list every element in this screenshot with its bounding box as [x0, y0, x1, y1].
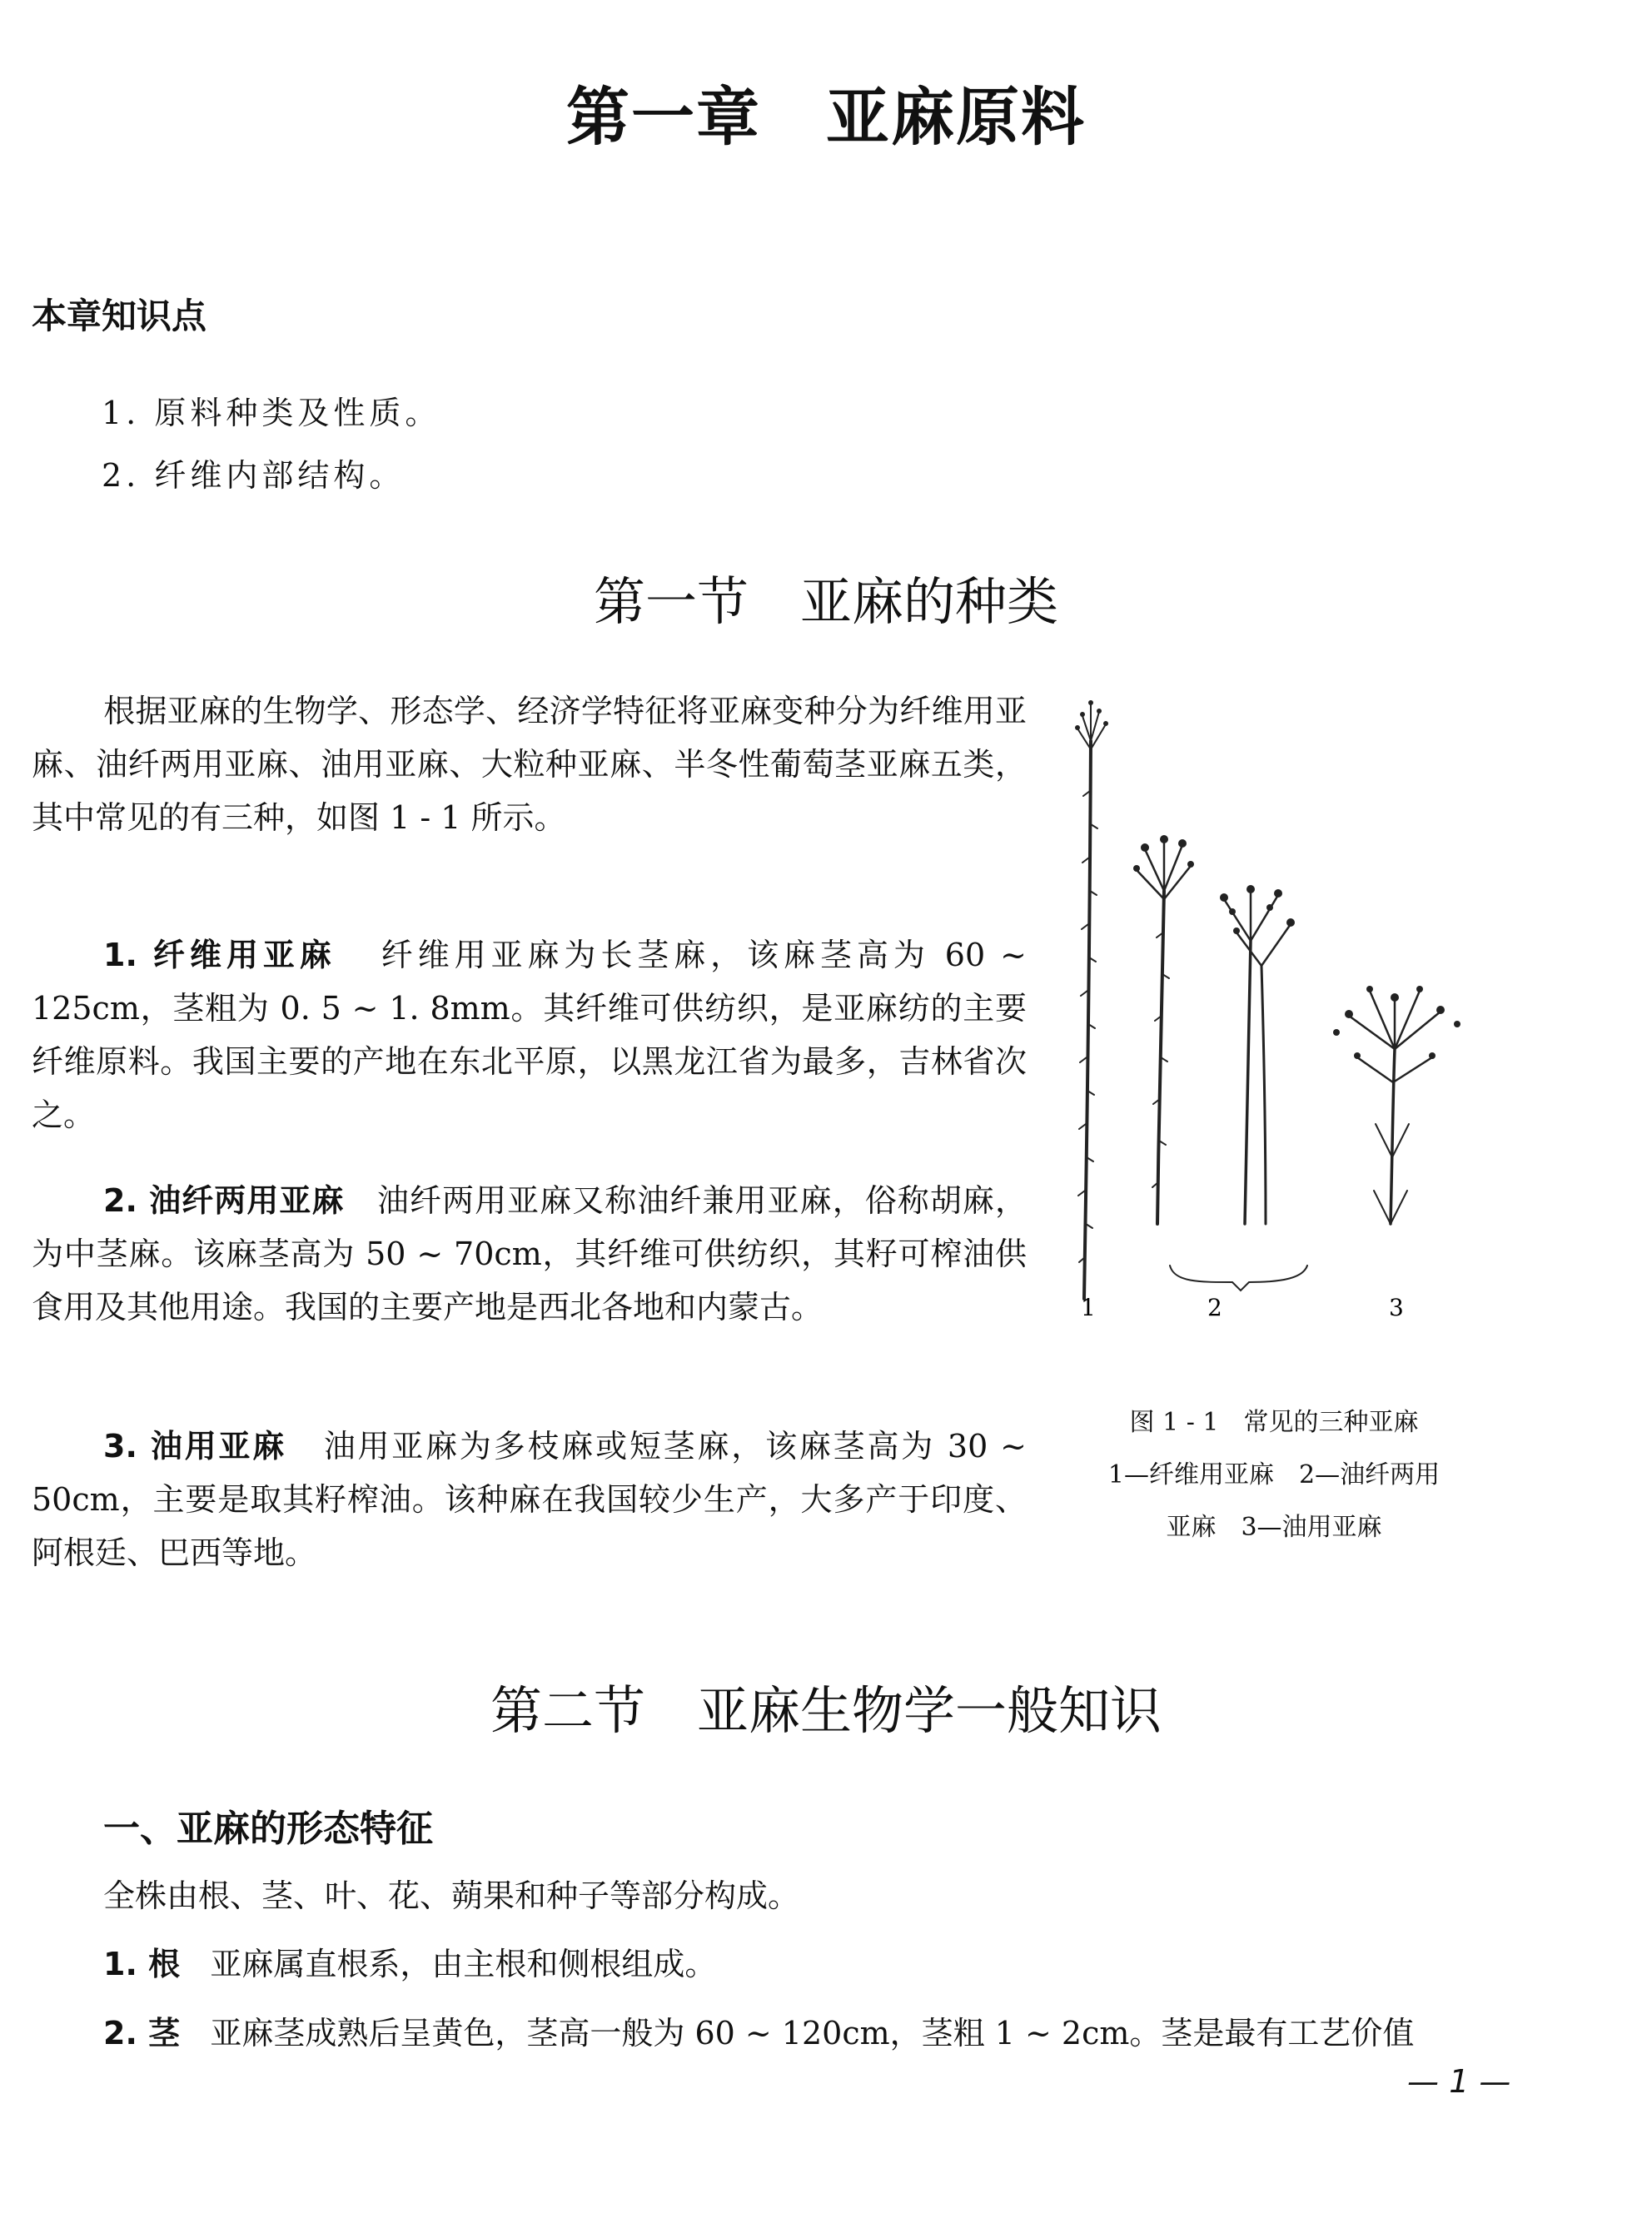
figure-label-2: 2	[1207, 1294, 1222, 1321]
figure-label-3: 3	[1389, 1294, 1404, 1321]
item-text: 亚麻茎成熟后呈黄色，茎高一般为 60 ~ 120cm，茎粗 1 ~ 2cm。茎是最有工艺价值	[210, 2015, 1415, 2051]
figure-caption-line: 亚麻 3—油用亚麻	[1166, 1513, 1382, 1542]
dual-flax-illustration-a	[1133, 835, 1194, 1224]
type-text: 纤维用亚麻为长茎麻，该麻茎高为 60 ~ 125cm，茎粗为 0. 5 ~ 1. 8mm。其纤维可供纺织，是亚麻纺的主要纤维原料。我国主要的产地在东北平原，以黑龙江省为最多，吉林省次之。	[32, 937, 1027, 1133]
type-label: 2. 油纤两用亚麻	[103, 1182, 345, 1219]
morphology-item-root	[103, 1937, 1535, 1991]
item-text: 亚麻属直根系，由主根和侧根组成。	[210, 1946, 717, 1982]
figure-caption-line: 1—纤维用亚麻 2—油纤两用	[1107, 1460, 1441, 1489]
type-paragraph-dual	[32, 1174, 1027, 1334]
type-paragraph-fiber	[32, 928, 1027, 1141]
chapter-title: 第一章 亚麻原料	[566, 80, 1086, 154]
intro-paragraph	[32, 684, 1027, 844]
item-label: 1. 根	[103, 1946, 181, 1982]
dual-flax-illustration-b	[1170, 885, 1307, 1291]
figure-label-1: 1	[1081, 1294, 1096, 1321]
oil-flax-illustration	[1333, 986, 1460, 1224]
type-text: 油用亚麻为多枝麻或短茎麻，该麻茎高为 30 ~ 50cm，主要是取其籽榨油。该种麻在我国较少生产，大多产于印度、阿根廷、巴西等地。	[32, 1428, 1027, 1571]
knowledge-heading: 本章知识点	[32, 296, 207, 336]
sub-heading: 一、亚麻的形态特征	[103, 1808, 433, 1850]
page-number: — 1 —	[1407, 2063, 1511, 2100]
knowledge-item: 1. 原料种类及性质。	[102, 395, 441, 431]
knowledge-item: 2. 纤维内部结构。	[102, 457, 406, 494]
type-paragraph-oil	[32, 1420, 1027, 1579]
section-title: 第一节 亚麻的种类	[593, 571, 1058, 632]
section-title: 第二节 亚麻生物学一般知识	[490, 1680, 1162, 1741]
item-label: 2. 茎	[103, 2015, 181, 2051]
figure-caption-title: 图 1 - 1 常见的三种亚麻	[1129, 1408, 1419, 1437]
type-label: 3. 油用亚麻	[103, 1428, 287, 1465]
type-label: 1. 纤维用亚麻	[103, 937, 336, 973]
morphology-item-stem	[103, 2007, 1535, 2060]
flax-figure	[1066, 691, 1482, 1340]
morphology-intro: 全株由根、茎、叶、花、蒴果和种子等部分构成。	[103, 1877, 800, 1914]
fiber-flax-illustration	[1075, 700, 1108, 1299]
intro-text: 根据亚麻的生物学、形态学、经济学特征将亚麻变种分为纤维用亚麻、油纤两用亚麻、油用亚麻、大粒种亚麻、半冬性葡萄茎亚麻五类，其中常见的有三种，如图 1 - 1 所示。	[32, 693, 1027, 836]
type-text: 油纤两用亚麻又称油纤兼用亚麻，俗称胡麻，为中茎麻。该麻茎高为 50 ~ 70cm，其纤维可供纺织，其籽可榨油供食用及其他用途。我国的主要产地是西北各地和内蒙古。	[32, 1182, 1027, 1325]
